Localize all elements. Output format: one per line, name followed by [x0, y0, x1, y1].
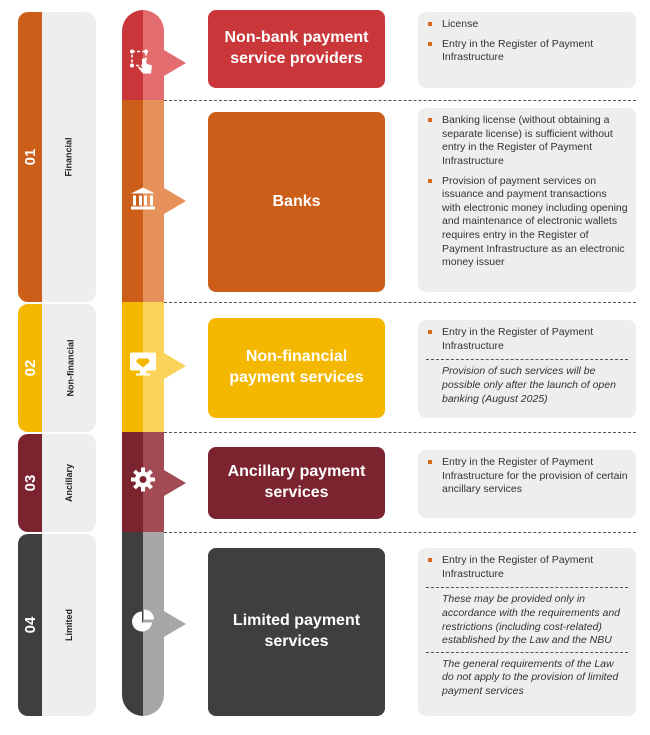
divider: [164, 100, 636, 101]
pie-chart-icon: [122, 609, 164, 640]
service-box-banks: Banks: [208, 112, 385, 292]
requirement-item: Provision of payment services on issuance and payment transactions with electronic money including opening and maintenance of electronic wallets requires entry in the Register of Payment Infrastructure as an electronic money issuer: [426, 175, 628, 270]
category-number: 04: [21, 616, 39, 634]
bar-segment-limited: [122, 532, 164, 716]
service-box-non-financial: Non-financial payment services: [208, 318, 385, 418]
category-limited: [18, 534, 96, 716]
category-label: Non-financial: [65, 339, 76, 397]
category-label: Limited: [63, 608, 74, 642]
divider: [164, 432, 636, 433]
requirement-remark: Provision of such services will be possible only after the launch of open banking (August 2025): [426, 359, 628, 406]
requirement-remark: The general requirements of the Law do not apply to the provision of limited payment services: [426, 652, 628, 699]
category-label: Ancillary: [64, 463, 74, 503]
bar-segment-banks: [122, 100, 164, 302]
requirements-note-ancillary: [418, 450, 636, 518]
bar-segment-non-bank: [122, 10, 164, 100]
category-number: 02: [21, 359, 39, 377]
bar-segment-non-financial: [122, 302, 164, 432]
bar-segment-ancillary: [122, 432, 164, 532]
category-label: Financial: [63, 137, 74, 177]
category-number: 03: [21, 474, 39, 492]
arrow-non-bank: [164, 50, 186, 76]
requirement-item: License: [426, 18, 628, 32]
service-box-non-bank: Non-bank payment service providers: [208, 10, 385, 88]
category-financial: [18, 12, 96, 302]
requirements-note-non-bank: [418, 12, 636, 88]
requirement-item: Entry in the Register of Payment Infrastructure: [426, 326, 628, 353]
arrow-non-financial: [164, 353, 186, 379]
requirements-note-limited: [418, 548, 636, 716]
monitor-diamond-icon: [122, 352, 164, 383]
arrow-banks: [164, 188, 186, 214]
service-box-ancillary: Ancillary payment services: [208, 447, 385, 519]
gear-icon: [122, 467, 164, 498]
requirement-item: Entry in the Register of Payment Infrastructure: [426, 554, 628, 581]
requirement-item: Entry in the Register of Payment Infrastructure: [426, 38, 628, 65]
requirement-item: Banking license (without obtaining a separate license) is sufficient without entry in the Register of Payment Infrastructure: [426, 114, 628, 169]
bank-icon: [122, 187, 164, 216]
divider: [164, 532, 636, 533]
requirements-note-banks: [418, 108, 636, 292]
arrow-ancillary: [164, 470, 186, 496]
category-number: 01: [21, 148, 39, 166]
requirements-note-non-financial: [418, 320, 636, 418]
category-non-financial: [18, 304, 96, 432]
touch-hand-icon: [122, 49, 164, 82]
arrow-limited: [164, 611, 186, 637]
divider: [164, 302, 636, 303]
requirement-item: Entry in the Register of Payment Infrastructure for the provision of certain ancillary services: [426, 456, 628, 497]
service-box-limited: Limited payment services: [208, 548, 385, 716]
category-ancillary: [18, 434, 96, 532]
requirement-remark: These may be provided only in accordance with the requirements and restrictions (including cost-related) established by the Law and the NBU: [426, 587, 628, 648]
